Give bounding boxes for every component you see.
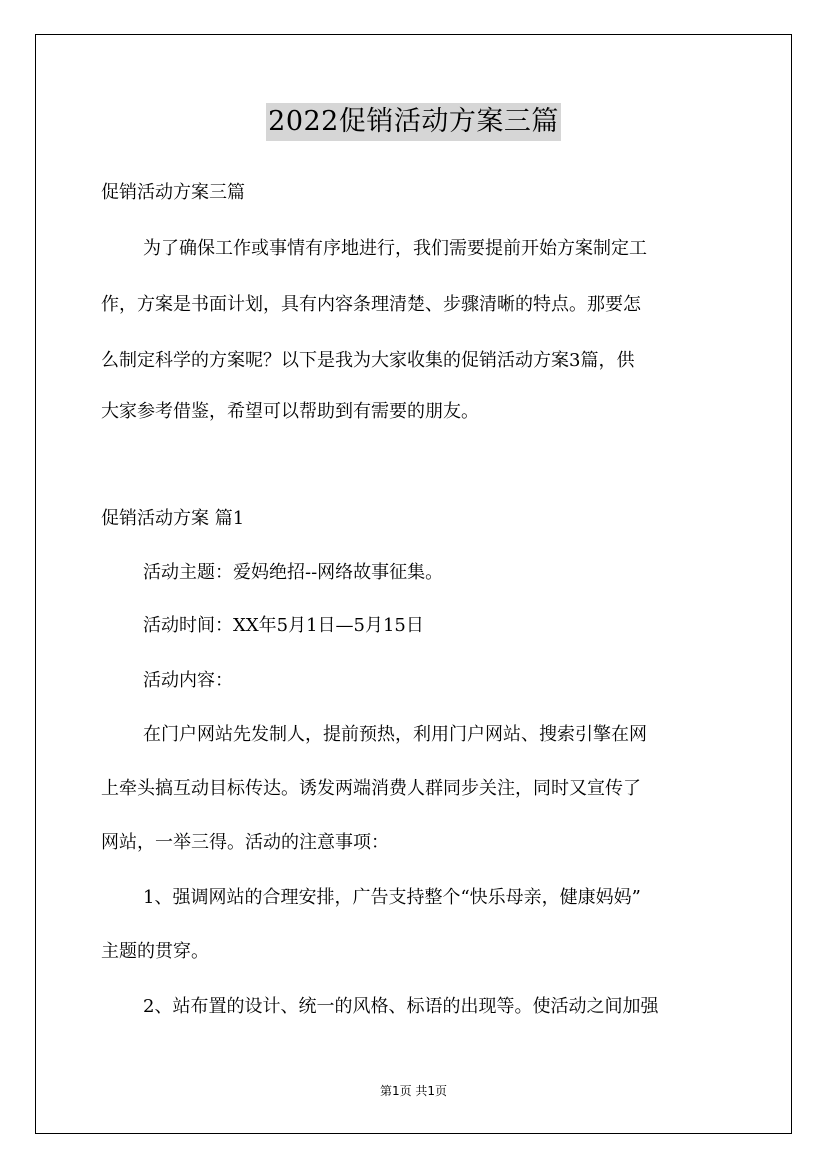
content-line-3: 网站，一举三得。活动的注意事项：: [101, 832, 389, 853]
intro-line-4: 大家参考借鉴，希望可以帮助到有需要的朋友。: [101, 401, 479, 422]
document-subtitle: 促销活动方案三篇: [101, 182, 245, 203]
intro-line-2: 作，方案是书面计划，具有内容条理清楚、步骤清晰的特点。那要怎: [101, 294, 641, 315]
title-container: [0, 103, 827, 141]
item1-line-2: 主题的贯穿。: [101, 941, 209, 962]
item2-line-1: 2、站布置的设计、统一的风格、标语的出现等。使活动之间加强: [143, 996, 659, 1017]
intro-line-1: 为了确保工作或事情有序地进行，我们需要提前开始方案制定工: [143, 238, 647, 259]
document-title: 2022促销活动方案三篇: [266, 103, 561, 141]
activity-time: 活动时间：XX年5月1日—5月15日: [143, 615, 424, 636]
intro-line-3: 么制定科学的方案呢？以下是我为大家收集的促销活动方案3篇，供: [101, 350, 635, 371]
content-line-2: 上牵头搞互动目标传达。诱发两端消费人群同步关注，同时又宣传了: [101, 778, 641, 799]
page-footer: 第1页 共1页: [379, 1084, 448, 1098]
content-line-1: 在门户网站先发制人，提前预热，利用门户网站、搜索引擎在网: [143, 724, 647, 745]
item1-line-1: 1、强调网站的合理安排，广告支持整个“快乐母亲，健康妈妈”: [143, 887, 641, 908]
activity-content-label: 活动内容：: [143, 670, 233, 691]
section1-heading: 促销活动方案 篇1: [101, 508, 245, 529]
activity-theme: 活动主题：爱妈绝招--网络故事征集。: [143, 562, 444, 583]
